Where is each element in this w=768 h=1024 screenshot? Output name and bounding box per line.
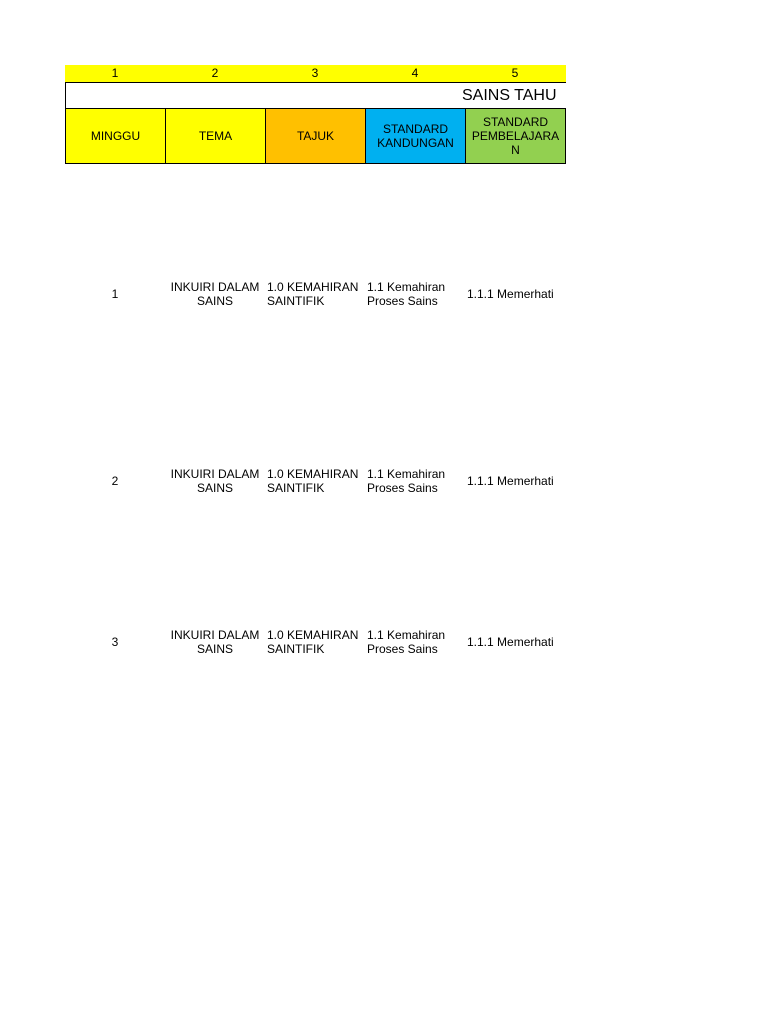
tema-cell [165,467,265,495]
tema-line: INKUIRI DALAM [170,467,260,481]
column-number: 2 [211,66,219,80]
page-title: SAINS TAHU [462,87,557,104]
tajuk-line: SAINTIFIK [267,642,325,656]
tema-line: INKUIRI DALAM [170,280,260,294]
header-tajuk: TAJUK [265,108,366,164]
sk-line: 1.1 Kemahiran [367,280,446,294]
standard-pembelajaran-cell: 1.1.1 Memerhati [467,287,554,301]
tajuk-cell [267,280,358,308]
header-standard-pembelajaran: STANDARD PEMBELAJARA N [465,108,566,164]
column-number: 1 [111,66,119,80]
tajuk-line: SAINTIFIK [267,481,325,495]
title-row [65,82,566,109]
tema-line: INKUIRI DALAM [170,628,260,642]
tajuk-cell [267,628,358,656]
tema-line: SAINS [196,642,233,656]
spreadsheet-page [65,65,566,765]
tajuk-line: 1.0 KEMAHIRAN [267,628,359,642]
sk-line: 1.1 Kemahiran [367,467,446,481]
tema-cell [165,280,265,308]
tajuk-line: 1.0 KEMAHIRAN [267,467,359,481]
column-number: 5 [511,66,519,80]
tema-cell [165,628,265,656]
column-number: 4 [411,66,419,80]
column-number: 3 [311,66,319,80]
tajuk-line: 1.0 KEMAHIRAN [267,280,359,294]
standard-kandungan-cell [367,628,445,656]
sk-line: Proses Sains [367,642,438,656]
standard-pembelajaran-cell: 1.1.1 Memerhati [467,474,554,488]
standard-kandungan-cell [367,467,445,495]
header-standard-kandungan: STANDARD KANDUNGAN [365,108,466,164]
column-number-row [65,65,566,82]
sk-line: Proses Sains [367,294,438,308]
standard-kandungan-cell [367,280,445,308]
standard-pembelajaran-cell: 1.1.1 Memerhati [467,635,554,649]
sk-line: Proses Sains [367,481,438,495]
sk-line: 1.1 Kemahiran [367,628,446,642]
header-tema: TEMA [165,108,266,164]
tajuk-line: SAINTIFIK [267,294,325,308]
minggu-cell: 2 [111,474,119,488]
tema-line: SAINS [196,481,233,495]
minggu-cell: 1 [111,287,119,301]
tajuk-cell [267,467,358,495]
minggu-cell: 3 [111,635,119,649]
tema-line: SAINS [196,294,233,308]
header-minggu: MINGGU [65,108,166,164]
